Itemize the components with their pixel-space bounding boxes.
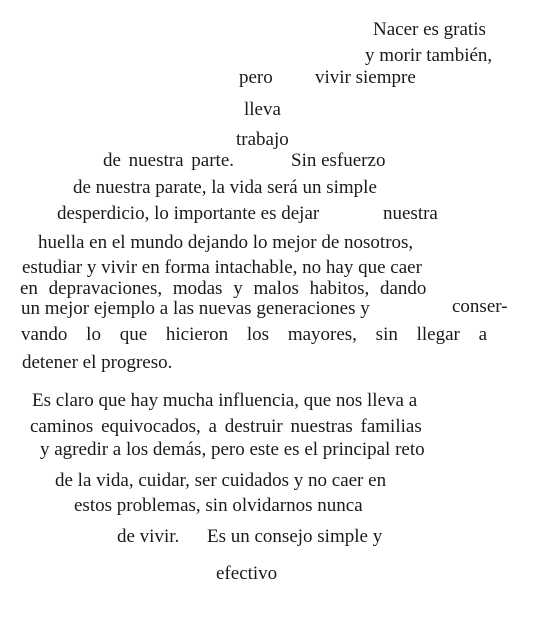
text-line: conser- bbox=[452, 296, 508, 317]
text-line: lleva bbox=[244, 99, 281, 120]
text-line: estudiar y vivir en forma intachable, no hay que caer bbox=[22, 257, 422, 278]
text-line: un mejor ejemplo a las nuevas generaciones y bbox=[21, 298, 370, 319]
text-line: vando lo que hicieron los mayores, sin llegar a bbox=[21, 324, 488, 345]
text-line: Es claro que hay mucha influencia, que nos lleva a bbox=[32, 390, 418, 411]
text-line: trabajo bbox=[236, 129, 289, 150]
text-line: pero bbox=[239, 67, 273, 88]
text-line: caminos equivocados, a destruir nuestras familias bbox=[30, 416, 422, 437]
text-line: vivir siempre bbox=[315, 67, 416, 88]
text-line: y agredir a los demás, pero este es el principal reto bbox=[40, 439, 425, 460]
text-line: efectivo bbox=[216, 563, 278, 584]
text-line: Sin esfuerzo bbox=[291, 150, 386, 171]
text-line: de la vida, cuidar, ser cuidados y no caer en bbox=[55, 470, 387, 491]
text-line: huella en el mundo dejando lo mejor de nosotros, bbox=[38, 232, 414, 253]
text-line: nuestra bbox=[383, 203, 438, 224]
text-line: de nuestra parte. bbox=[103, 150, 235, 171]
text-line: en depravaciones, modas y malos habitos, dando bbox=[20, 278, 427, 299]
text-line: Nacer es gratis bbox=[373, 19, 486, 40]
text-line: de vivir. bbox=[117, 526, 180, 547]
text-line: y morir también, bbox=[365, 45, 493, 66]
text-line: desperdicio, lo importante es dejar bbox=[57, 203, 320, 224]
text-line: detener el progreso. bbox=[22, 352, 173, 373]
text-line: estos problemas, sin olvidarnos nunca bbox=[74, 495, 363, 516]
text-line: Es un consejo simple y bbox=[207, 526, 383, 547]
text-line: de nuestra parate, la vida será un simple bbox=[73, 177, 377, 198]
